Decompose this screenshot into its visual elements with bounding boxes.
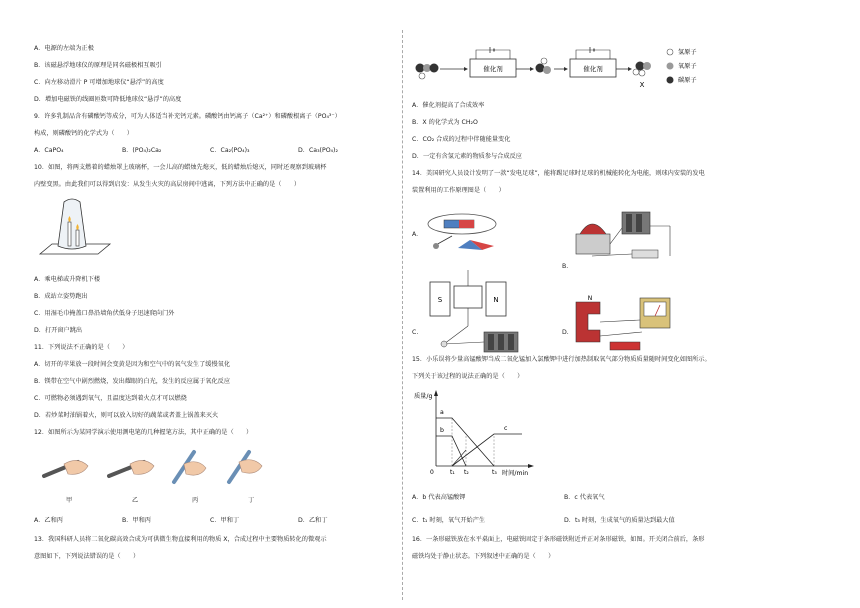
legend-carbon: 碳原子 bbox=[678, 77, 697, 84]
tick-t3: t₃ bbox=[492, 469, 497, 476]
q12-option-c: C．甲和丁 bbox=[210, 517, 240, 524]
q15-stem-line2: 下列关于该过程的说法正确的是（ ） bbox=[412, 373, 524, 380]
q15-option-d: D．t₃ 时刻，生成氧气的质量达到最大值 bbox=[564, 517, 675, 524]
q13-option-c: C．CO₂ 合成的过程中伴随能量变化 bbox=[412, 136, 511, 143]
x-axis-label: 时间/min bbox=[502, 470, 529, 476]
q14-stem-line1: 14．美国研究人员设计发明了一款“发电足球”，能将踢足球时足球的机械能转化为电能，则球内安装的发电 bbox=[412, 170, 705, 177]
q12-options bbox=[34, 517, 386, 525]
x-molecule bbox=[633, 62, 651, 77]
q11-option-d: D．若炒菜时油锅着火，则可以放入切好的蔬菜或者盖上锅盖来灭火 bbox=[34, 412, 219, 419]
q16-stem-line1: 16．一条形磁铁放在水平桌面上，电磁铁固定于条形磁铁附近并正对条形磁铁，如图。开关闭合前后，条形 bbox=[412, 536, 705, 543]
q10-stem-line2: 内壁变黑。由此我们可以得到启发：从发生火灾的高层房间中逃离，下列方法中正确的是（ ） bbox=[34, 181, 301, 188]
q14-figure-a-compass bbox=[422, 206, 512, 254]
pen-grip-ding bbox=[229, 452, 262, 482]
svg-text:N: N bbox=[587, 295, 593, 302]
q11-option-c: C．可燃物必须遇到氧气，且温度达到着火点才可以燃烧 bbox=[34, 395, 187, 402]
q10-stem-line1: 10．如图，将两支燃着的蜡烛罩上玻璃杯，一会儿高的蜡烛先熄灭，低的蜡烛后熄灭，同时还观察到玻璃杯 bbox=[34, 164, 327, 171]
q10-option-d: D．打开窗户跳出 bbox=[34, 327, 83, 334]
q11-option-b: B．镁带在空气中剧烈燃烧，发出耀眼的白光，发生的反应属于氧化反应 bbox=[34, 378, 231, 385]
q15-option-a: A．b 代表高锰酸钾 bbox=[412, 494, 466, 501]
series-c-label: c bbox=[504, 425, 508, 432]
catalyst-label-2: 催化剂 bbox=[583, 65, 603, 73]
x-label: X bbox=[639, 81, 645, 89]
tick-t1: t₁ bbox=[450, 469, 455, 476]
q12-stem: 12．如图所示为某同学演示使用测电笔的几种握笔方法，其中正确的是（ ） bbox=[34, 429, 253, 436]
catalyst-label-1: 催化剂 bbox=[483, 65, 503, 73]
q12-figure-labels bbox=[34, 497, 288, 505]
q13-option-d: D．一定有含氢元素的物质参与合成反应 bbox=[412, 153, 522, 160]
label-ding: 丁 bbox=[248, 497, 255, 504]
mass-time-graph bbox=[412, 386, 542, 476]
q12-option-b: B．甲和丙 bbox=[122, 517, 151, 524]
legend-hydrogen: 氢原子 bbox=[678, 49, 697, 56]
legend-oxygen: 氧原子 bbox=[678, 63, 697, 70]
series-a-label: a bbox=[440, 409, 444, 416]
series-a-line bbox=[436, 418, 494, 466]
label-jia: 甲 bbox=[66, 497, 73, 504]
q9-option-b: B．(PO₄)₂Ca₂ bbox=[122, 147, 162, 154]
q15-options-row1 bbox=[412, 494, 605, 502]
pen-grip-bing bbox=[174, 452, 206, 482]
q9-options bbox=[34, 147, 386, 155]
q14-label-d: D. bbox=[562, 329, 569, 336]
q13-stem-line2: 意图如下，下列说法错误的是（ ） bbox=[34, 553, 140, 560]
q9-option-c: C．Ca₂(PO₄)₃ bbox=[210, 147, 250, 154]
q8-option-a: A．电源的左端为正极 bbox=[34, 45, 94, 52]
q14-figure-c-generator bbox=[424, 266, 524, 356]
q14-figure-d-galvanometer bbox=[570, 292, 680, 362]
tick-t2: t₂ bbox=[464, 469, 469, 476]
q15-options-row2 bbox=[412, 517, 675, 525]
candle-jar-figure bbox=[34, 194, 114, 266]
q15-option-c: C．t₁ 时刻，氧气开始产生 bbox=[412, 517, 486, 524]
q14-stem-line2: 装置利用的工作原理图是（ ） bbox=[412, 187, 505, 194]
y-axis-label: 质量/g bbox=[414, 393, 433, 400]
atom-legend bbox=[667, 48, 697, 84]
series-c-line bbox=[452, 434, 522, 466]
column-divider bbox=[402, 30, 403, 600]
q14-label-c: C. bbox=[412, 329, 419, 336]
origin-label: 0 bbox=[430, 469, 434, 476]
q12-option-d: D．乙和丁 bbox=[298, 517, 328, 524]
q9-option-d: D．Ca₃(PO₄)₂ bbox=[298, 147, 338, 154]
q11-stem: 11．下列说法不正确的是（ ） bbox=[34, 344, 129, 351]
q13-stem-line1: 13．我国科研人员将二氧化碳高效合成为可供微生物直接利用的物质 X，合成过程中主要物质转化的微观示 bbox=[34, 536, 327, 543]
q16-stem-line2: 磁铁均处于静止状态。下列叙述中正确的是（ ） bbox=[412, 553, 555, 560]
q8-option-b: B．该磁悬浮地球仪的原理是同名磁极相互吸引 bbox=[34, 62, 162, 69]
q10-option-a: A．乘电梯或升降机下楼 bbox=[34, 276, 101, 283]
label-yi: 乙 bbox=[132, 497, 139, 504]
test-pen-figures bbox=[34, 442, 284, 492]
q14-figure-b-motor bbox=[572, 204, 682, 264]
label-bing: 丙 bbox=[192, 497, 199, 504]
q9-stem-line1: 9．许多乳制品含有磷酸钙等成分，可为人体适当补充钙元素。磷酸钙由钙离子（Ca²⁺）和磷酸根离子（PO₄³⁻） bbox=[34, 113, 341, 120]
svg-text:S: S bbox=[437, 296, 443, 304]
q15-stem-line1: 15．小乐误将少量高锰酸钾当成二氧化锰加入氯酸钾中进行加热制取氧气部分物质质量随时间变化如图所示。 bbox=[412, 356, 711, 363]
q12-option-a: A．乙和丙 bbox=[34, 517, 63, 524]
q10-option-c: C．用湿毛巾掩盖口鼻沿墙角伏低身子迅速爬向门外 bbox=[34, 310, 175, 317]
svg-text:N: N bbox=[493, 296, 499, 304]
q9-stem-line2: 构成，则磷酸钙的化学式为（ ） bbox=[34, 130, 133, 137]
q9-option-a: A．CaPO₄ bbox=[34, 147, 64, 154]
co2-molecule bbox=[416, 64, 439, 80]
q15-option-b: B．c 代表氧气 bbox=[564, 494, 605, 501]
q11-option-a: A．切开的苹果放一段时间会变黄是因为和空气中的氧气发生了缓慢氧化 bbox=[34, 361, 231, 368]
pen-grip-jia bbox=[44, 460, 88, 476]
series-b-label: b bbox=[440, 427, 444, 434]
q10-option-b: B．成站立姿势跑出 bbox=[34, 293, 88, 300]
reaction-diagram bbox=[412, 42, 712, 92]
q8-option-c: C．向左移动滑片 P 可增加地球仪“悬浮”的高度 bbox=[34, 79, 164, 86]
q8-option-d: D．增加电磁铁的线圈匝数可降低地球仪“悬浮”的高度 bbox=[34, 96, 182, 103]
series-b-line bbox=[436, 436, 466, 466]
q14-label-b: B. bbox=[562, 263, 569, 270]
q13-option-b: B．X 的化学式为 CH₂O bbox=[412, 119, 478, 126]
pen-grip-yi bbox=[109, 460, 154, 476]
intermediate-molecule bbox=[536, 58, 552, 74]
q14-label-a: A. bbox=[412, 231, 419, 238]
q13-option-a: A．催化剂提高了合成效率 bbox=[412, 102, 485, 109]
